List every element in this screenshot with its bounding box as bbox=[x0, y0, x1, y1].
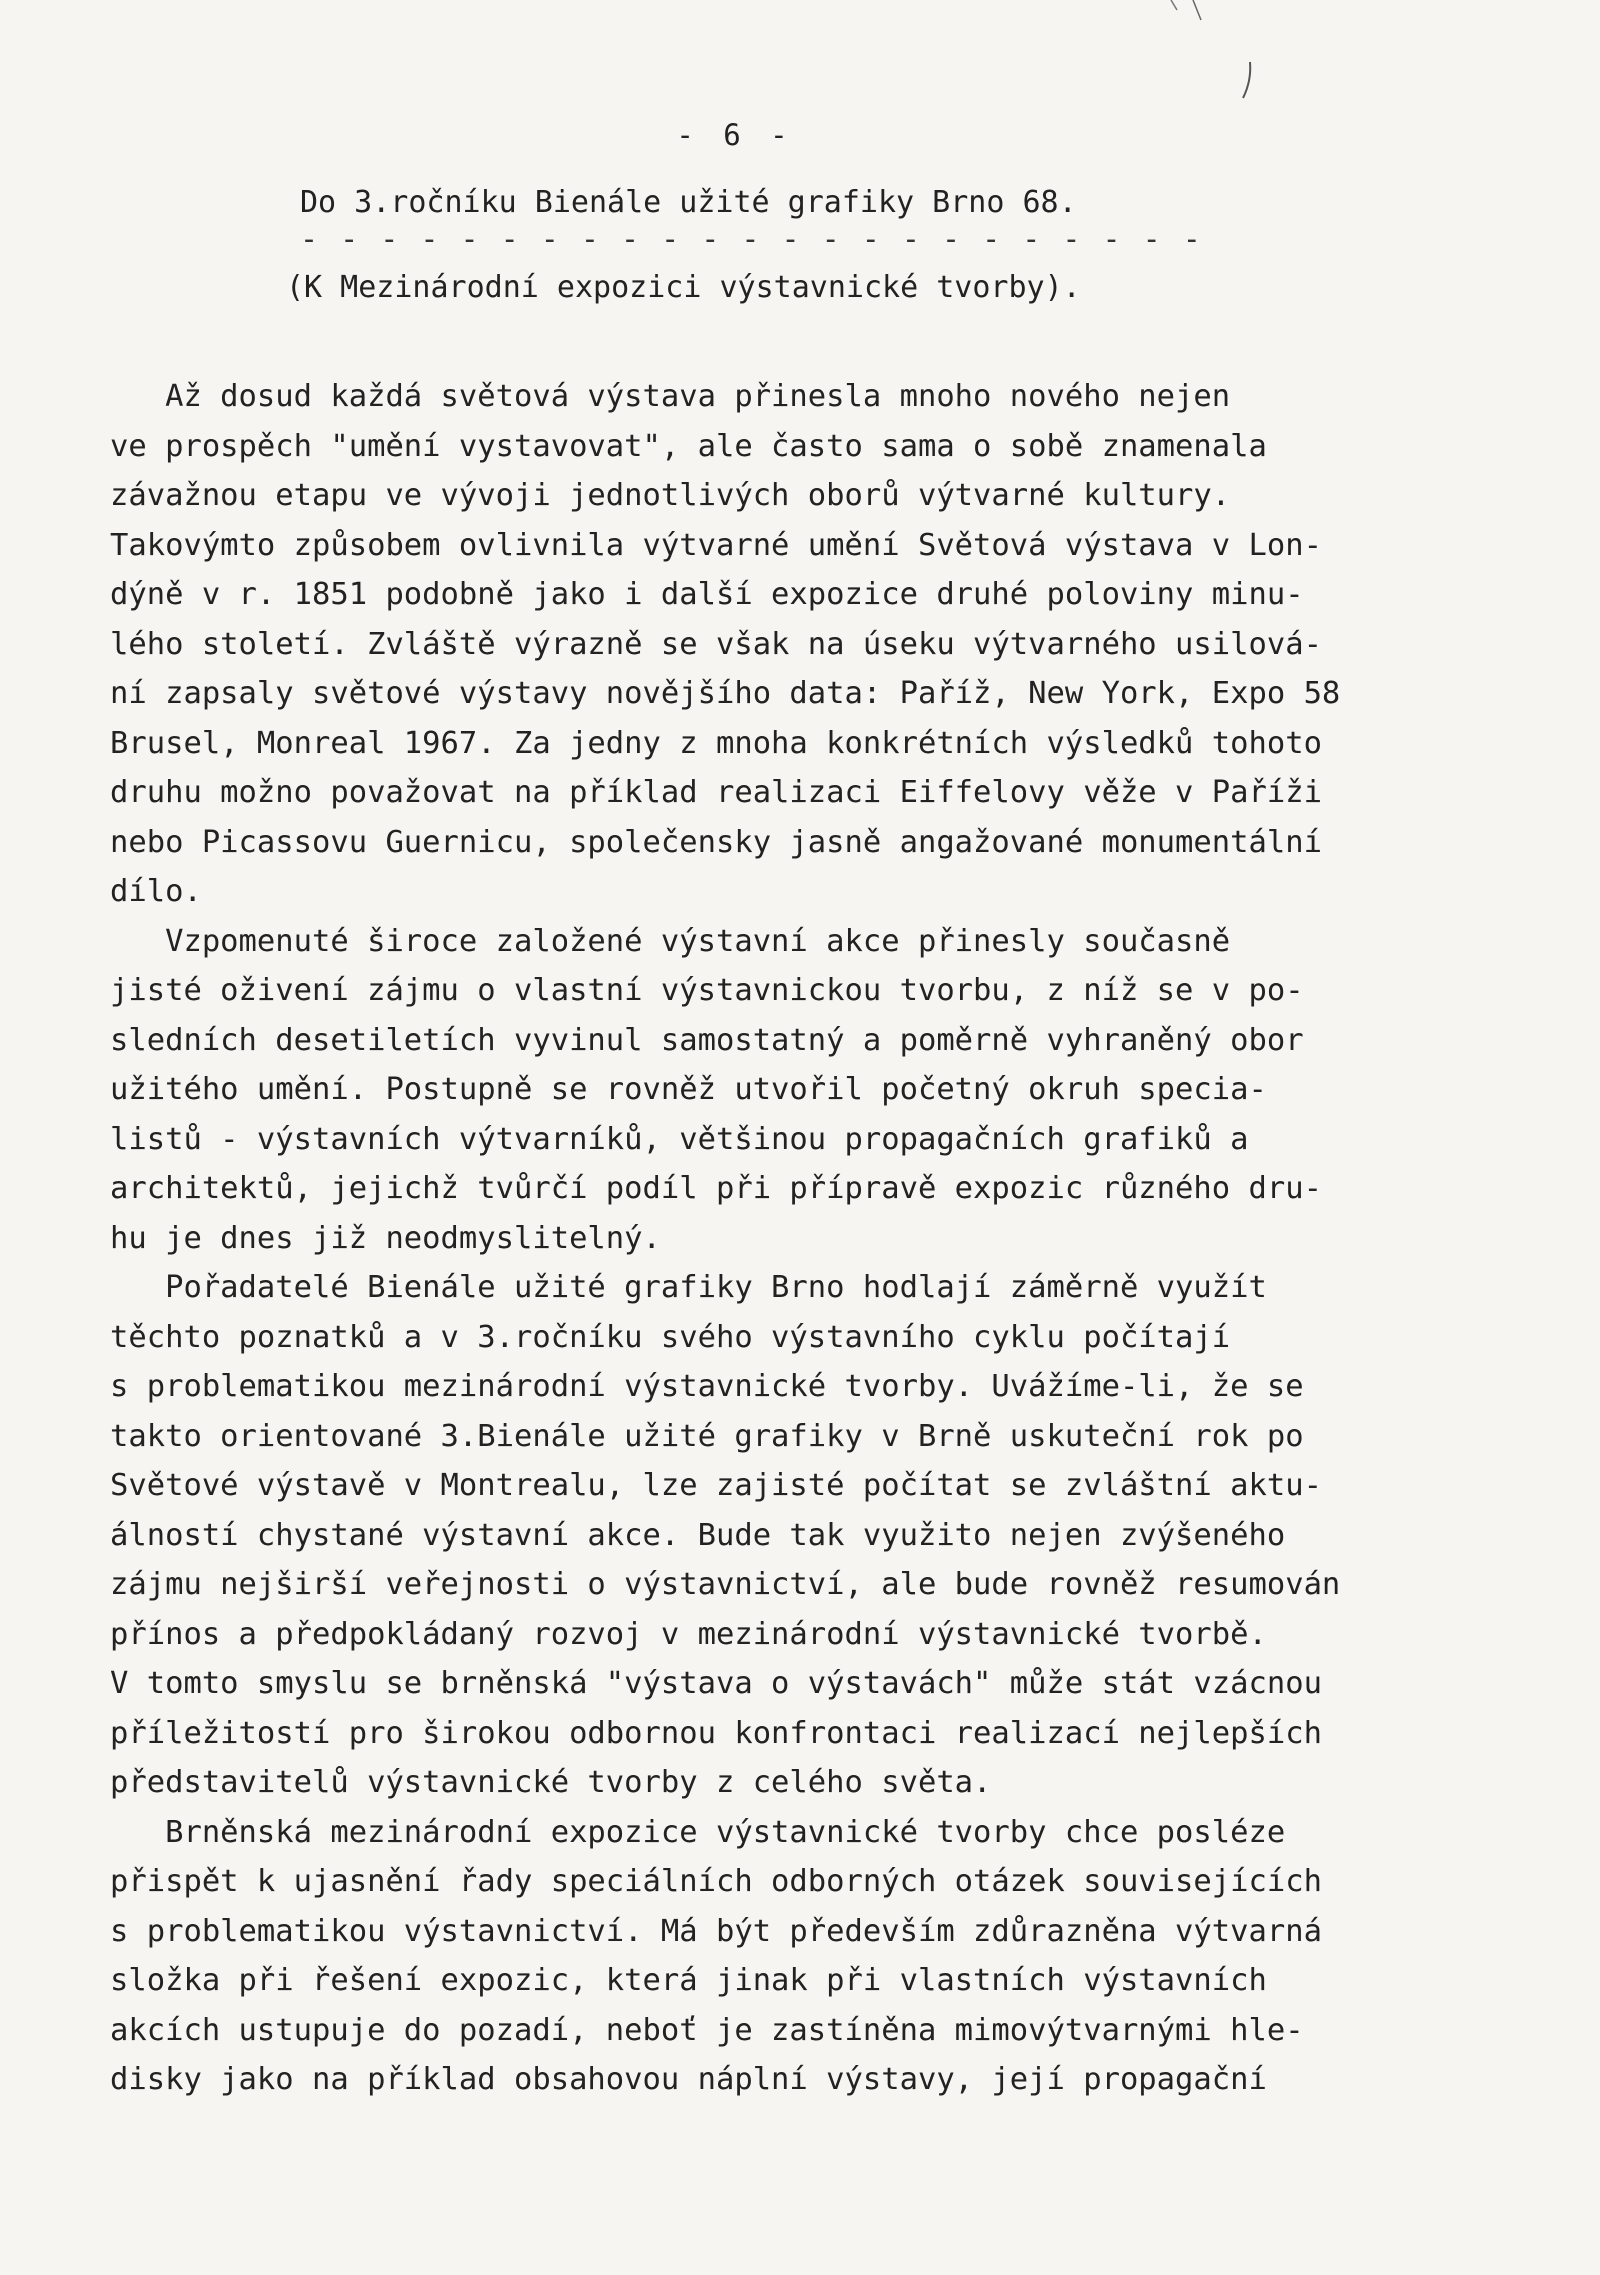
text-line: takto orientované 3.Bienále užité grafiky v Brně uskuteční rok po bbox=[110, 1418, 1304, 1454]
text-line: s problematikou mezinárodní výstavnické tvorby. Uvážíme-li, že se bbox=[110, 1369, 1304, 1404]
text-line: Světové výstavě v Montrealu, lze zajisté počítat se zvláštní aktu- bbox=[110, 1468, 1322, 1503]
text-line: listů - výstavních výtvarníků, většinou propagačních grafiků a bbox=[110, 1121, 1249, 1157]
text-line: Pořadatelé Bienále užité grafiky Brno hodlají záměrně využít bbox=[110, 1270, 1267, 1305]
text-line: dílo. bbox=[110, 874, 202, 909]
text-line: akcích ustupuje do pozadí, neboť je zastíněna mimovýtvarnými hle- bbox=[110, 2012, 1304, 2048]
text-line: představitelů výstavnické tvorby z celého světa. bbox=[110, 1765, 992, 1800]
text-line: hu je dnes již neodmyslitelný. bbox=[110, 1220, 661, 1256]
text-line: sledních desetiletích vyvinul samostatný a poměrně vyhraněný obor bbox=[110, 1022, 1304, 1058]
document-title: Do 3.ročníku Bienále užité grafiky Brno 68. bbox=[300, 185, 1077, 220]
text-line: Brusel, Monreal 1967. Za jedny z mnoha konkrétních výsledků tohoto bbox=[110, 725, 1322, 761]
text-line: disky jako na příklad obsahovou náplní výstavy, její propagační bbox=[110, 2062, 1267, 2097]
text-line: Vzpomenuté široce založené výstavní akce přinesly současně bbox=[110, 923, 1231, 959]
text-line: užitého umění. Postupně se rovněž utvořil početný okruh specia- bbox=[110, 1072, 1267, 1107]
text-line: V tomto smyslu se brněnská "výstava o výstavách" může stát vzácnou bbox=[110, 1666, 1322, 1701]
pencil-marks-icon bbox=[1165, 0, 1245, 30]
text-line: závažnou etapu ve vývoji jednotlivých oborů výtvarné kultury. bbox=[110, 478, 1231, 513]
text-line: s problematikou výstavnictví. Má být především zdůrazněna výtvarná bbox=[110, 1913, 1322, 1949]
body-text bbox=[110, 372, 1490, 2105]
text-line: Brněnská mezinárodní expozice výstavnické tvorby chce posléze bbox=[110, 1814, 1286, 1850]
text-line: lého století. Zvláště výrazně se však na úseku výtvarného usilová- bbox=[110, 626, 1322, 662]
text-line: zájmu nejširší veřejnosti o výstavnictví, ale bude rovněž resumován bbox=[110, 1567, 1341, 1602]
document-subtitle: (K Mezinárodní expozici výstavnické tvorby). bbox=[286, 270, 1081, 305]
page-number: - 6 - bbox=[676, 118, 794, 152]
text-line: druhu možno považovat na příklad realizaci Eiffelovy věže v Paříži bbox=[110, 775, 1322, 810]
text-line: jisté oživení zájmu o vlastní výstavnickou tvorbu, z níž se v po- bbox=[110, 973, 1304, 1008]
text-line: nebo Picassovu Guernicu, společensky jasně angažované monumentální bbox=[110, 824, 1322, 860]
text-line: ve prospěch "umění vystavovat", ale často sama o sobě znamenala bbox=[110, 428, 1267, 464]
text-line: álností chystané výstavní akce. Bude tak využito nejen zvýšeného bbox=[110, 1517, 1286, 1553]
text-line: ní zapsaly světové výstavy novějšího data: Paříž, New York, Expo 58 bbox=[110, 676, 1341, 711]
text-line: přínos a předpokládaný rozvoj v mezinárodní výstavnické tvorbě. bbox=[110, 1616, 1267, 1652]
text-line: složka při řešení expozic, která jinak při vlastních výstavních bbox=[110, 1963, 1267, 1998]
text-line: Takovýmto způsobem ovlivnila výtvarné umění Světová výstava v Lon- bbox=[110, 527, 1322, 563]
text-line: architektů, jejichž tvůrčí podíl při přípravě expozic různého dru- bbox=[110, 1171, 1322, 1206]
text-line: přispět k ujasnění řady speciálních odborných otázek souvisejících bbox=[110, 1864, 1322, 1899]
text-line: těchto poznatků a v 3.ročníku svého výstavního cyklu počítají bbox=[110, 1319, 1231, 1355]
text-line: dýně v r. 1851 podobně jako i další expozice druhé poloviny minu- bbox=[110, 577, 1304, 612]
pencil-tick-icon bbox=[1240, 60, 1254, 100]
text-line: Až dosud každá světová výstava přinesla mnoho nového nejen bbox=[110, 379, 1231, 414]
title-underline: - - - - - - - - - - - - - - - - - - - - - - - bbox=[300, 222, 1203, 257]
text-line: příležitostí pro širokou odbornou konfrontaci realizací nejlepších bbox=[110, 1715, 1322, 1751]
